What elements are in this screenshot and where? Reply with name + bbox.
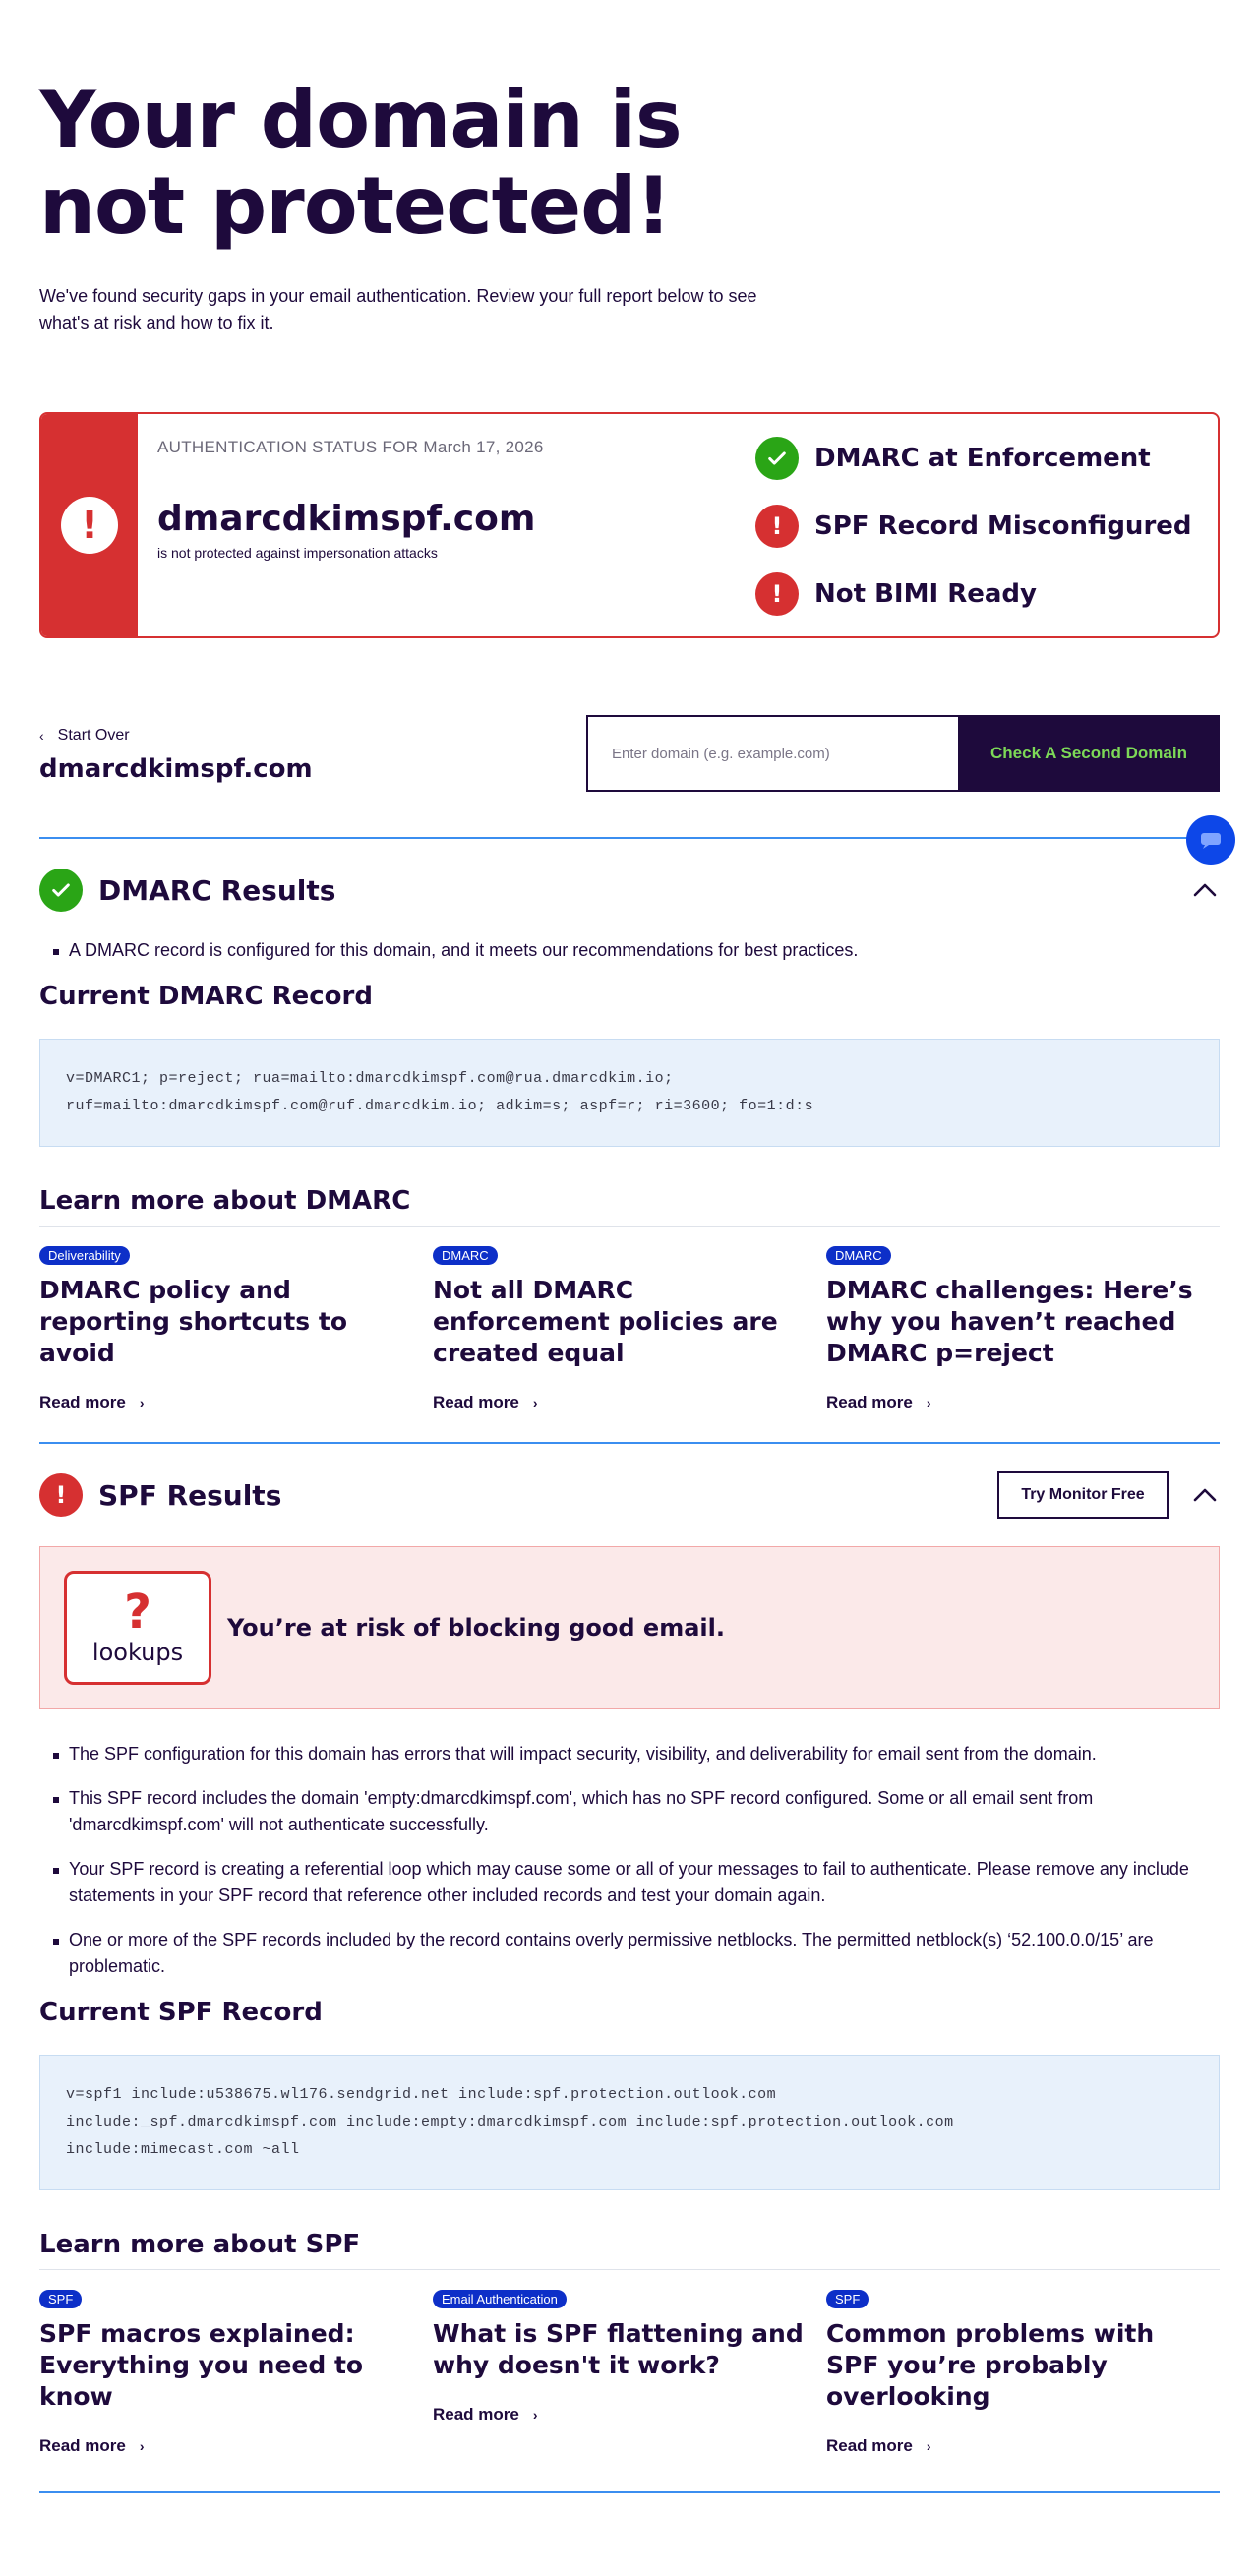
- try-monitor-button[interactable]: Try Monitor Free: [997, 1471, 1169, 1519]
- record-line: v=DMARC1; p=reject; rua=mailto:dmarcdkimspf.com@rua.dmarcdkim.io;: [66, 1070, 674, 1087]
- lookups-label: lookups: [91, 1639, 184, 1666]
- dmarc-section: [39, 869, 1220, 1412]
- status-sidebar: [41, 414, 138, 636]
- article-title: SPF macros explained: Everything you need to know: [39, 2319, 364, 2411]
- article-title: Not all DMARC enforcement policies are created equal: [433, 1276, 778, 1367]
- article-title: DMARC policy and reporting shortcuts to avoid: [39, 1276, 348, 1367]
- spf-header[interactable]: [39, 1473, 1220, 1517]
- list-item: This SPF record includes the domain 'empty:dmarcdkimspf.com', which has no SPF record configured. Some or all email sent from 'dmarcdkimspf.com' will not authenticate successfully.: [39, 1785, 1220, 1838]
- dmarc-header[interactable]: [39, 869, 1220, 912]
- risk-banner: [39, 1546, 1220, 1709]
- read-more-link[interactable]: [826, 2436, 1220, 2456]
- chat-icon: [1200, 831, 1222, 849]
- section-title: DMARC Results: [98, 873, 336, 907]
- dmarc-learn-title: Learn more about DMARC: [39, 1186, 1220, 1227]
- spf-articles: [39, 2290, 1220, 2456]
- current-domain-block: [39, 715, 313, 784]
- spf-section: [39, 1473, 1220, 2456]
- article-card[interactable]: [433, 2290, 826, 2456]
- check-label: DMARC at Enforcement: [814, 444, 1151, 473]
- check-spf: [755, 504, 1218, 549]
- article-tag: DMARC: [826, 1246, 891, 1265]
- dmarc-findings: [39, 937, 1220, 964]
- spf-findings: [39, 1741, 1220, 1980]
- check-icon: [755, 437, 799, 480]
- article-card[interactable]: [826, 2290, 1220, 2456]
- start-over-link[interactable]: [39, 727, 313, 745]
- risk-text: You’re at risk of blocking good email.: [227, 1614, 725, 1642]
- article-card[interactable]: [39, 2290, 433, 2456]
- article-title: DMARC challenges: Here’s why you haven’t reached DMARC p=reject: [826, 1276, 1193, 1367]
- article-tag: Deliverability: [39, 1246, 130, 1265]
- record-line: include:_spf.dmarcdkimspf.com include:empty:dmarcdkimspf.com include:spf.protection.outlook.com: [66, 2114, 954, 2130]
- status-checks: [755, 414, 1218, 636]
- chevron-right-icon: ›: [532, 1395, 538, 1410]
- read-more-label: Read more: [39, 2436, 126, 2455]
- section-divider: [39, 837, 1220, 839]
- record-line: v=spf1 include:u538675.wl176.sendgrid.net include:spf.protection.outlook.com: [66, 2086, 777, 2103]
- read-more-link[interactable]: [433, 1393, 826, 1412]
- section-divider: [39, 1442, 1220, 1444]
- chevron-right-icon: ›: [532, 2407, 538, 2423]
- status-date-label: AUTHENTICATION STATUS FOR March 17, 2026: [157, 438, 544, 456]
- read-more-label: Read more: [433, 1393, 519, 1411]
- spf-record-title: Current SPF Record: [39, 1998, 323, 2027]
- chevron-up-icon[interactable]: [1190, 1480, 1220, 1510]
- page-title: Your domain is not protected!: [39, 74, 682, 252]
- warning-icon: !: [61, 497, 118, 554]
- dmarc-articles: [39, 1246, 1220, 1412]
- current-domain: dmarcdkimspf.com: [39, 754, 313, 784]
- check-label: SPF Record Misconfigured: [814, 511, 1192, 541]
- article-card[interactable]: [39, 1246, 433, 1412]
- status-note: is not protected against impersonation attacks: [157, 545, 438, 561]
- article-tag: DMARC: [433, 1246, 498, 1265]
- check-dmarc: [755, 436, 1218, 481]
- read-more-label: Read more: [433, 2405, 519, 2424]
- warning-icon: !: [39, 1473, 83, 1517]
- dmarc-record-title: Current DMARC Record: [39, 982, 373, 1011]
- read-more-link[interactable]: [39, 2436, 433, 2456]
- domain-search-form: [586, 715, 1220, 792]
- start-over-label: Start Over: [57, 727, 130, 744]
- section-divider: [39, 2491, 1220, 2493]
- status-card: [39, 412, 1220, 638]
- domain-search-row: [39, 715, 1220, 792]
- spf-learn-title: Learn more about SPF: [39, 2230, 1220, 2270]
- chevron-left-icon: ‹: [39, 728, 44, 744]
- list-item: Your SPF record is creating a referential loop which may cause some or all of your messages to fail to authenticate. Please remove any include statements in your SPF record that reference other included records and test your domain again.: [39, 1856, 1220, 1909]
- list-item: A DMARC record is configured for this domain, and it meets our recommendations for best practices.: [39, 937, 1220, 964]
- section-title: SPF Results: [98, 1478, 282, 1512]
- read-more-link[interactable]: [433, 2405, 826, 2425]
- article-title: What is SPF flattening and why doesn't it work?: [433, 2319, 804, 2379]
- article-title: Common problems with SPF you’re probably overlooking: [826, 2319, 1155, 2411]
- chevron-right-icon: ›: [139, 2438, 145, 2454]
- lookups-badge: [64, 1571, 211, 1685]
- read-more-label: Read more: [826, 2436, 913, 2455]
- check-bimi: [755, 571, 1218, 617]
- check-domain-button[interactable]: Check A Second Domain: [958, 715, 1220, 792]
- article-card[interactable]: [433, 1246, 826, 1412]
- read-more-label: Read more: [826, 1393, 913, 1411]
- check-icon: [39, 869, 83, 912]
- read-more-label: Read more: [39, 1393, 126, 1411]
- warning-icon: !: [755, 505, 799, 548]
- warning-icon: !: [755, 572, 799, 616]
- article-tag: SPF: [826, 2290, 869, 2308]
- page-subtitle: We've found security gaps in your email authentication. Review your full report below to see what's at risk and how to fix it.: [39, 286, 757, 332]
- domain-input[interactable]: [586, 715, 958, 792]
- check-label: Not BIMI Ready: [814, 579, 1037, 609]
- chat-widget-button[interactable]: [1186, 815, 1235, 865]
- chevron-right-icon: ›: [926, 1395, 931, 1410]
- dmarc-record: [39, 1039, 1220, 1147]
- spf-record: [39, 2055, 1220, 2190]
- record-line: ruf=mailto:dmarcdkimspf.com@ruf.dmarcdkim.io; adkim=s; aspf=r; ri=3600; fo=1:d:s: [66, 1098, 814, 1114]
- article-tag: Email Authentication: [433, 2290, 567, 2308]
- chevron-right-icon: ›: [926, 2438, 931, 2454]
- list-item: The SPF configuration for this domain has errors that will impact security, visibility, and deliverability for email sent from the domain.: [39, 1741, 1220, 1767]
- status-domain: dmarcdkimspf.com: [157, 499, 536, 539]
- question-icon: ?: [124, 1585, 151, 1640]
- status-summary: [138, 414, 755, 636]
- article-tag: SPF: [39, 2290, 82, 2308]
- chevron-up-icon[interactable]: [1190, 875, 1220, 905]
- article-card[interactable]: [826, 1246, 1220, 1412]
- read-more-link[interactable]: [826, 1393, 1220, 1412]
- read-more-link[interactable]: [39, 1393, 433, 1412]
- chevron-right-icon: ›: [139, 1395, 145, 1410]
- record-line: include:mimecast.com ~all: [66, 2141, 300, 2158]
- list-item: One or more of the SPF records included by the record contains overly permissive netblocks. The permitted netblock(s) ‘52.100.0.0/15’ are problematic.: [39, 1927, 1220, 1980]
